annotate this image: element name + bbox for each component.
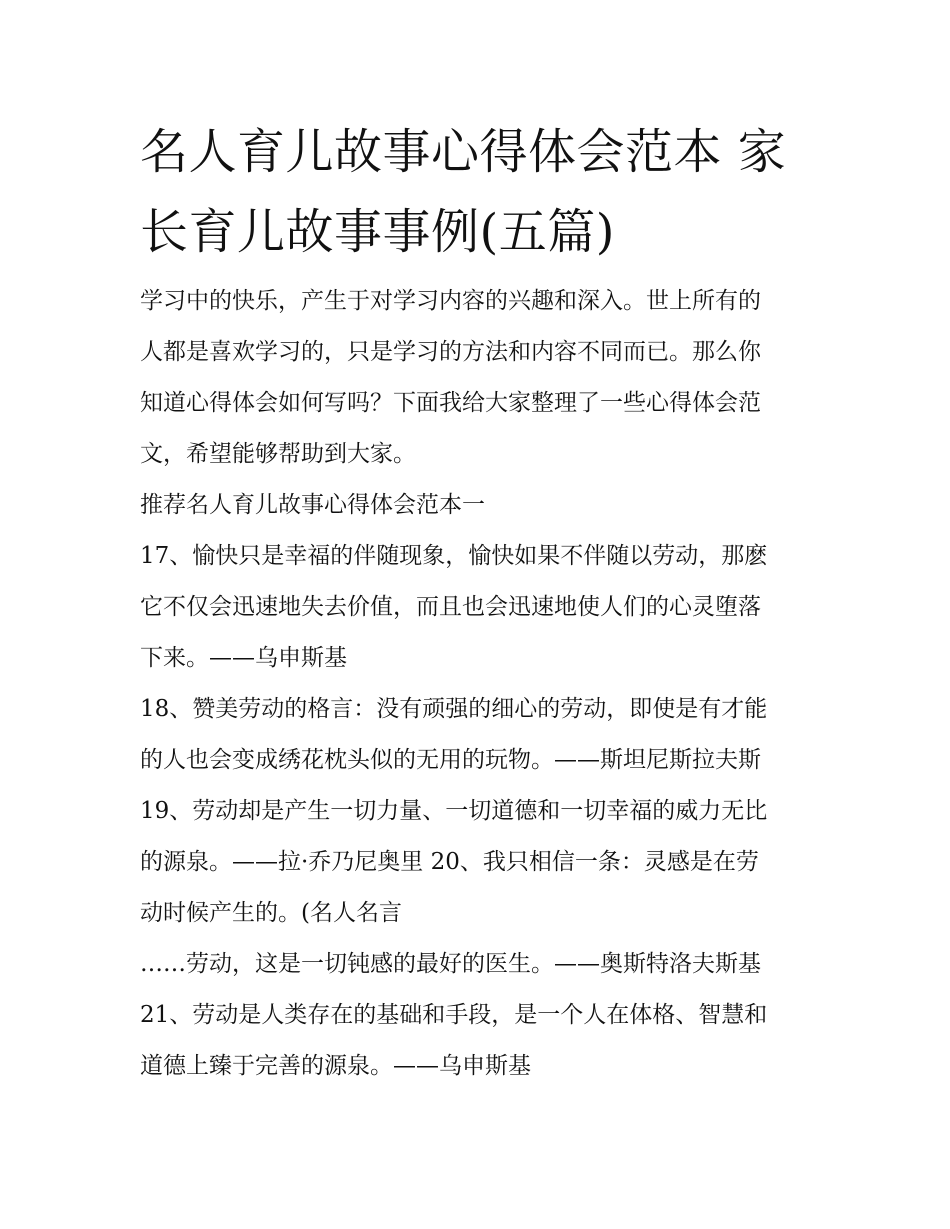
document-body (140, 276, 830, 1092)
text-line: 的人也会变成绣花枕头似的无用的玩物。——斯坦尼斯拉夫斯 (140, 747, 761, 773)
text-line: ……劳动，这是一切钝感的最好的医生。——奥斯特洛夫斯基 (140, 951, 761, 977)
text-line: 的源泉。——拉·乔乃尼奥里 20、我只相信一条：灵感是在劳 (140, 849, 759, 875)
quote-paragraph-ellipsis (140, 939, 830, 990)
text-line: 知道心得体会如何写吗？下面我给大家整理了一些心得体会范 (140, 390, 761, 416)
text-line: 推荐名人育儿故事心得体会范本一 (140, 492, 485, 518)
text-line: 18、赞美劳动的格言：没有顽强的细心的劳动，即使是有才能 (140, 696, 768, 722)
quote-paragraph-21 (140, 990, 830, 1092)
text-line: 下来。——乌申斯基 (140, 645, 347, 671)
title-line: 名人育儿故事心得体会范本 家 (140, 124, 787, 180)
section-heading (140, 480, 830, 531)
text-line: 学习中的快乐，产生于对学习内容的兴趣和深入。世上所有的 (140, 288, 761, 314)
text-line: 17、愉快只是幸福的伴随现象，愉快如果不伴随以劳动，那麽 (140, 543, 768, 569)
title-line: 长育儿故事事例(五篇) (140, 204, 615, 260)
intro-paragraph (140, 276, 830, 480)
text-line: 文，希望能够帮助到大家。 (140, 441, 416, 467)
text-line: 19、劳动却是产生一切力量、一切道德和一切幸福的威力无比 (140, 798, 768, 824)
text-line: 道德上臻于完善的源泉。——乌申斯基 (140, 1053, 531, 1079)
document-title (140, 112, 840, 272)
text-line: 动时候产生的。(名人名言 (140, 900, 402, 926)
quote-paragraph-18 (140, 684, 830, 786)
quote-paragraph-19 (140, 786, 830, 939)
text-line: 它不仅会迅速地失去价值，而且也会迅速地使人们的心灵堕落 (140, 594, 761, 620)
quote-paragraph-17 (140, 531, 830, 684)
text-line: 人都是喜欢学习的，只是学习的方法和内容不同而已。那么你 (140, 339, 761, 365)
text-line: 21、劳动是人类存在的基础和手段，是一个人在体格、智慧和 (140, 1002, 768, 1028)
